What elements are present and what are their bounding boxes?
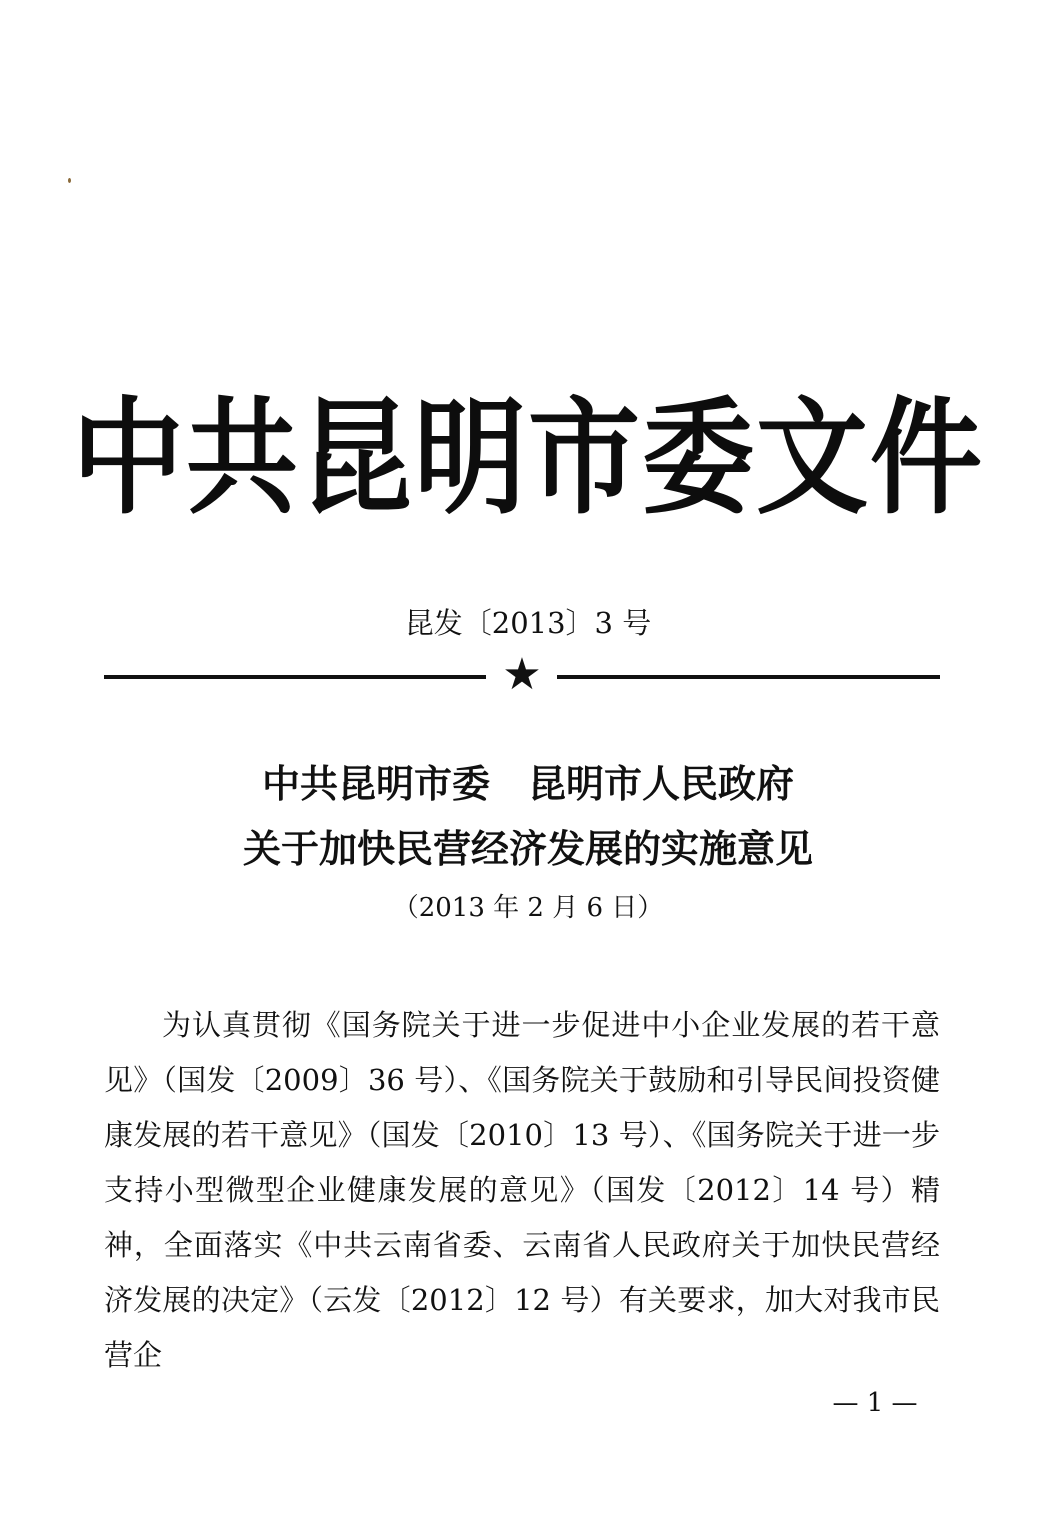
document-date: （2013 年 2 月 6 日） — [392, 893, 664, 923]
star-icon: ★ — [502, 649, 542, 700]
document-title-line-1 — [0, 760, 1056, 808]
paper-speck — [68, 178, 71, 183]
document-title-line-2: 关于加快民营经济发展的实施意见 — [242, 826, 813, 871]
page-number: — 1 — — [832, 1388, 918, 1418]
issuer-city-government: 昆明市人民政府 — [528, 761, 795, 806]
document-masthead: 中共昆明市委文件 — [72, 386, 984, 532]
issuer-party-committee: 中共昆明市委 — [261, 761, 490, 806]
separator-rule-right — [557, 675, 940, 679]
document-number: 昆发〔2013〕3 号 — [404, 606, 652, 640]
body-paragraph: 为认真贯彻《国务院关于进一步促进中小企业发展的若干意见》（国发〔2009〕36 号）、《国务院关于鼓励和引导民间投资健康发展的若干意见》（国发〔2010〕13 号）、《国务院关于进一步支持小型微型企业健康发展的意见》（国发〔2012〕14 号）精神，全面落实《中共云南省委、云南省人民政府关于加快民营经济发展的决定》（云发〔2012〕12 号）有关要求，加大对我市民营企 — [104, 1008, 940, 1372]
separator-rule-left — [104, 675, 486, 679]
